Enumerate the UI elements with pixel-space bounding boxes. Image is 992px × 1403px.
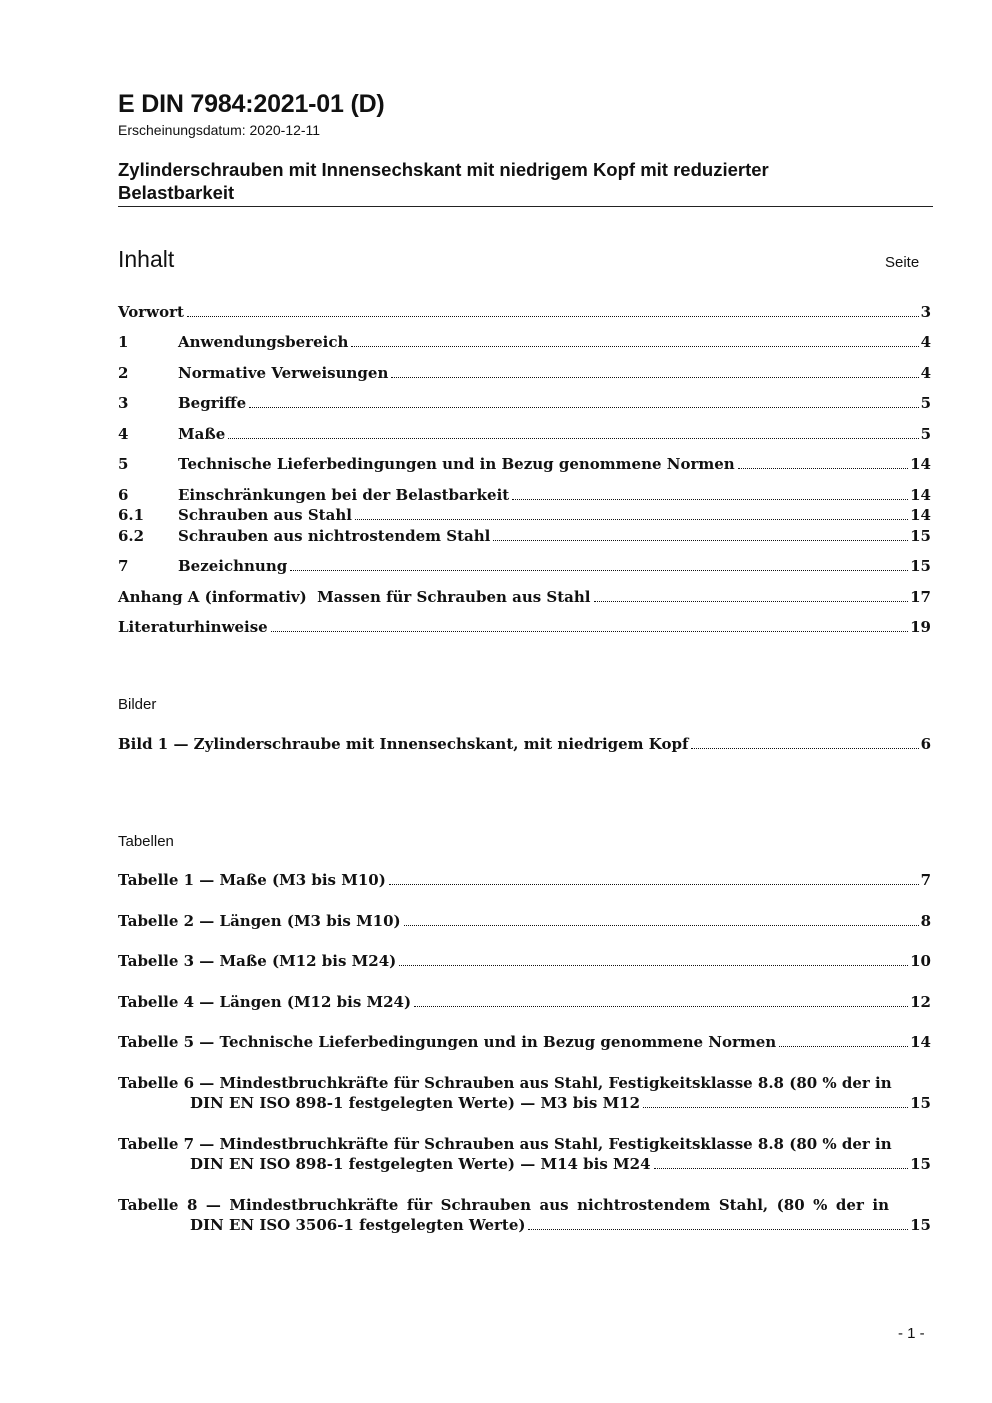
dot-leader xyxy=(290,570,908,571)
toc-entry-page: 5 xyxy=(920,425,931,443)
toc-entry-page: 4 xyxy=(920,333,931,351)
dot-leader xyxy=(389,884,919,885)
toc-entry-text: Schrauben aus Stahl xyxy=(178,506,352,524)
table-entry-5[interactable] xyxy=(118,1032,931,1052)
dot-leader xyxy=(654,1168,909,1169)
dot-leader xyxy=(643,1107,908,1108)
toc-entry-number: 3 xyxy=(118,394,129,412)
table-entry-text-line1: Tabelle 6 — Mindestbruchkräfte für Schrauben aus Stahl, Festigkeitsklasse 8.8 (80 % der in xyxy=(118,1074,892,1092)
toc-entry-number: 7 xyxy=(118,557,129,575)
toc-entry-number: 6.1 xyxy=(118,506,145,524)
toc-entry-text: Einschränkungen bei der Belastbarkeit xyxy=(178,486,510,504)
toc-entry-7[interactable] xyxy=(118,556,931,576)
toc-entry-text: Anwendungsbereich xyxy=(178,333,349,351)
toc-entry-annex-a[interactable] xyxy=(118,587,931,607)
toc-entry-page: 4 xyxy=(920,364,931,382)
document-id: E DIN 7984:2021-01 (D) xyxy=(118,90,385,118)
toc-entry-5[interactable] xyxy=(118,454,931,474)
toc-entry-text: Literaturhinweise xyxy=(118,618,268,636)
toc-entry-page: 3 xyxy=(920,303,931,321)
figures-heading: Bilder xyxy=(118,696,157,713)
figure-entry-page: 6 xyxy=(920,735,931,753)
table-entry-text: Tabelle 3 — Maße (M12 bis M24) xyxy=(118,952,397,970)
dot-leader xyxy=(391,377,918,378)
dot-leader xyxy=(779,1046,908,1047)
toc-entry-text: Bezeichnung xyxy=(178,557,288,575)
toc-entry-text: Maße xyxy=(178,425,226,443)
toc-entry-3[interactable] xyxy=(118,393,931,413)
dot-leader xyxy=(691,748,918,749)
publication-date: Erscheinungsdatum: 2020-12-11 xyxy=(118,122,321,138)
table-entry-page: 12 xyxy=(910,993,931,1011)
table-entry-text-line2: DIN EN ISO 898-1 festgelegten Werte) — M14 bis M24 xyxy=(190,1155,651,1173)
dot-leader xyxy=(228,438,918,439)
toc-entry-number: 5 xyxy=(118,455,129,473)
table-entry-page: 10 xyxy=(910,952,931,970)
dot-leader xyxy=(404,925,919,926)
toc-entry-text: Anhang A (informativ) Massen für Schrauben aus Stahl xyxy=(118,588,591,606)
table-entry-page: 15 xyxy=(910,1216,931,1234)
toc-entry-page: 14 xyxy=(910,506,931,524)
page-number: - 1 - xyxy=(898,1325,925,1342)
toc-entry-page: 15 xyxy=(910,527,931,545)
dot-leader xyxy=(249,407,918,408)
table-entry-page: 15 xyxy=(910,1155,931,1173)
toc-entry-number: 6 xyxy=(118,486,129,504)
dot-leader xyxy=(271,631,908,632)
table-entry-page: 7 xyxy=(920,871,931,889)
table-entry-4[interactable] xyxy=(118,992,931,1012)
figure-entry-1[interactable] xyxy=(118,734,931,754)
dot-leader xyxy=(355,519,908,520)
toc-entry-text: Technische Lieferbedingungen und in Bezug genommene Normen xyxy=(178,455,735,473)
table-entry-8[interactable] xyxy=(118,1195,931,1235)
table-entry-1[interactable] xyxy=(118,870,931,890)
table-entry-text: Tabelle 4 — Längen (M12 bis M24) xyxy=(118,993,412,1011)
toc-entry-text: Schrauben aus nichtrostendem Stahl xyxy=(178,527,491,545)
table-entry-text-line1: Tabelle 8 — Mindestbruchkräfte für Schrauben aus nichtrostendem Stahl, (80 % der in xyxy=(118,1196,889,1214)
toc-entry-page: 15 xyxy=(910,557,931,575)
toc-entry-text: Begriffe xyxy=(178,394,247,412)
dot-leader xyxy=(493,540,908,541)
toc-entry-6-1[interactable] xyxy=(118,505,931,525)
toc-entry-number: 2 xyxy=(118,364,129,382)
toc-entry-number: 1 xyxy=(118,333,129,351)
toc-entry-page: 19 xyxy=(910,618,931,636)
dot-leader xyxy=(187,316,919,317)
table-entry-page: 14 xyxy=(910,1033,931,1051)
table-entry-6[interactable] xyxy=(118,1073,931,1113)
toc-entry-bibliography[interactable] xyxy=(118,617,931,637)
toc-entry-page: 5 xyxy=(920,394,931,412)
document-title: Zylinderschrauben mit Innensechskant mit niedrigem Kopf mit reduzierter Belastbarkeit xyxy=(118,159,769,203)
dot-leader xyxy=(351,346,918,347)
table-entry-page: 8 xyxy=(920,912,931,930)
table-entry-3[interactable] xyxy=(118,951,931,971)
dot-leader xyxy=(528,1229,908,1230)
toc-heading: Inhalt xyxy=(118,246,175,272)
dot-leader xyxy=(512,499,908,500)
toc-entry-6-2[interactable] xyxy=(118,526,931,546)
figure-entry-text: Bild 1 — Zylinderschraube mit Innensechskant, mit niedrigem Kopf xyxy=(118,735,689,753)
toc-entry-4[interactable] xyxy=(118,424,931,444)
dot-leader xyxy=(399,965,908,966)
table-entry-text: Tabelle 1 — Maße (M3 bis M10) xyxy=(118,871,386,889)
toc-entry-page: 14 xyxy=(910,486,931,504)
table-entry-text: Tabelle 5 — Technische Lieferbedingungen und in Bezug genommene Normen xyxy=(118,1033,777,1051)
toc-entry-2[interactable] xyxy=(118,363,931,383)
toc-entry-text: Normative Verweisungen xyxy=(178,364,389,382)
toc-entry-number: 4 xyxy=(118,425,129,443)
toc-page-label: Seite xyxy=(885,254,920,271)
title-divider xyxy=(118,206,933,207)
table-entry-7[interactable] xyxy=(118,1134,931,1174)
toc-entry-text: Vorwort xyxy=(118,303,184,321)
toc-entry-1[interactable] xyxy=(118,332,931,352)
toc-entry-page: 17 xyxy=(910,588,931,606)
dot-leader xyxy=(414,1006,908,1007)
toc-entry-number: 6.2 xyxy=(118,527,145,545)
table-entry-text: Tabelle 2 — Längen (M3 bis M10) xyxy=(118,912,401,930)
toc-entry-6[interactable] xyxy=(118,485,931,505)
toc-entry-vorwort[interactable] xyxy=(118,302,931,322)
dot-leader xyxy=(594,601,909,602)
table-entry-text-line2: DIN EN ISO 3506-1 festgelegten Werte) xyxy=(190,1216,526,1234)
table-entry-page: 15 xyxy=(910,1094,931,1112)
tables-heading: Tabellen xyxy=(118,833,174,850)
table-entry-text-line2: DIN EN ISO 898-1 festgelegten Werte) — M3 bis M12 xyxy=(190,1094,641,1112)
toc-entry-page: 14 xyxy=(910,455,931,473)
table-entry-text-line1: Tabelle 7 — Mindestbruchkräfte für Schrauben aus Stahl, Festigkeitsklasse 8.8 (80 % der in xyxy=(118,1135,892,1153)
dot-leader xyxy=(738,468,908,469)
table-entry-2[interactable] xyxy=(118,911,931,931)
